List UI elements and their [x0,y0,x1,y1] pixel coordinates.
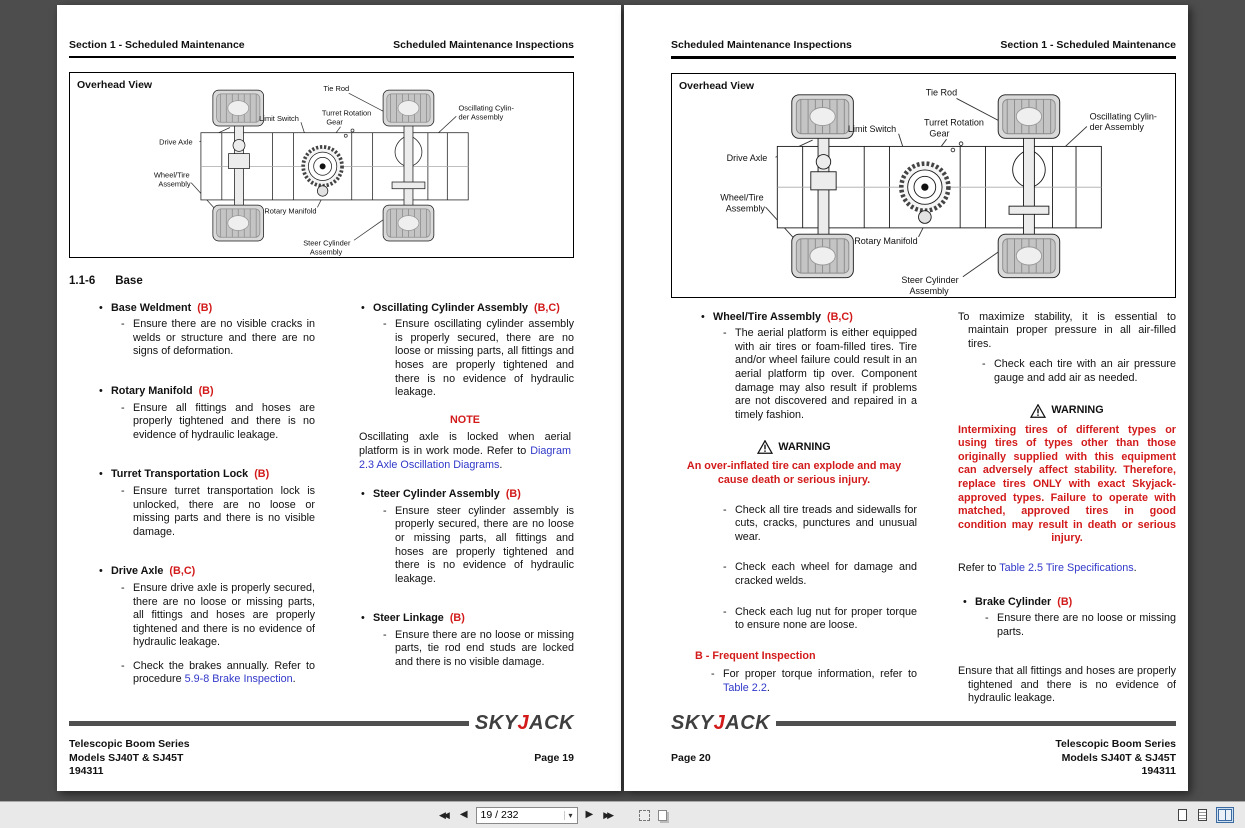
check-item: - Check each wheel for damage and cracked welds. [723,561,917,588]
item-title: Wheel/Tire Assembly [713,310,822,323]
continuous-view-icon [1198,809,1207,821]
inspection-item [359,612,574,669]
paragraph: Refer to Table 2.5 Tire Specifications. [958,561,1137,574]
svg-text:Assembly: Assembly [158,179,191,189]
svg-text:Rotary Manifold: Rotary Manifold [264,206,317,216]
svg-text:Assembly: Assembly [909,285,949,296]
svg-text:Assembly: Assembly [725,203,765,214]
svg-text:Drive Axle: Drive Axle [159,138,193,148]
single-page-view-button[interactable] [1177,808,1188,822]
paragraph: Ensure that all fittings and hoses are properly tightened and there is no evidence of hydraulic leakage. [958,665,1176,705]
note-body: Oscillating axle is locked when aerial platform is in work mode. Refer to Diagram 2.3 Axle Oscillation Diagrams. [359,431,571,471]
svg-text:Tie Rod: Tie Rod [323,84,350,94]
inspection-item [97,302,315,359]
skyjack-logo: SKYJACK [474,712,574,735]
last-page-button[interactable]: ▶▶ [601,811,616,820]
warning-icon [757,440,773,454]
header-rule [69,56,574,58]
warning-body: An over-inflated tire can explode and may cause death or serious injury. [686,460,902,486]
svg-text:der Assembly: der Assembly [1089,122,1144,133]
page-footer [69,713,574,779]
next-page-button[interactable]: ▶ [585,809,594,820]
page-navigation [437,802,670,828]
item-detail: - Check the brakes annually. Refer to procedure 5.9-8 Brake Inspection. [133,659,315,686]
svg-text:Gear: Gear [326,117,343,127]
footer-rule [69,721,469,726]
header-left: Scheduled Maintenance Inspections [671,39,852,51]
item-code: (B) [198,384,214,397]
svg-text:Turret Rotation: Turret Rotation [923,117,984,128]
warning-heading: WARNING [778,440,831,453]
overhead-view-diagram [671,73,1176,298]
inspection-item [97,468,315,539]
document-info: Telescopic Boom Series Models SJ40T & SJ45T 194311 [69,738,190,778]
page-number-label: Page 20 [671,751,711,764]
machine-overhead-schematic [70,73,573,257]
section-heading: 1.1-6 Base [69,275,143,288]
warning-heading: WARNING [1051,403,1104,416]
item-title: Steer Cylinder Assembly [373,488,500,501]
header-right: Scheduled Maintenance Inspections [393,39,574,51]
frequent-inspection-heading: B - Frequent Inspection [695,649,816,662]
item-detail: - Ensure steer cylinder assembly is properly secured, there are no loose or missing parts, all fittings and hoses are properly tightened and there is no evidence of hydraulic leakage. [395,504,574,585]
pdf-toolbar [0,801,1245,828]
facing-pages-view-button[interactable] [1217,808,1233,822]
view-mode-buttons [1177,802,1233,828]
item-title: Rotary Manifold [111,384,193,397]
snapshot-icon [639,810,650,821]
svg-text:Drive Axle: Drive Axle [726,152,768,163]
item-detail: - Ensure drive axle is properly secured, there are no loose or missing parts, all fittings and hoses are properly tightened and there is no evidence of hydraulic leakage. [133,581,315,649]
snapshot-tool-button[interactable] [638,809,651,822]
svg-text:Wheel/Tire: Wheel/Tire [720,192,764,203]
warning-icon [1030,404,1046,418]
svg-text:Oscillating Cylin-: Oscillating Cylin- [458,103,515,113]
skyjack-logo: SKYJACK [671,712,771,735]
item-detail: - Ensure there are no loose or missing parts. [997,612,1176,638]
item-detail: - Ensure there are no visible cracks in welds or structure and there are no signs of deformation. [133,318,315,358]
inspection-item [359,302,574,400]
facing-pages-icon [1218,809,1232,821]
diagram-title: Overhead View [77,79,153,92]
svg-text:Steer Cylinder: Steer Cylinder [303,238,351,248]
page-number-label: Page 19 [534,751,574,764]
check-item: - For proper torque information, refer to Table 2.2. [711,668,917,695]
item-detail: - The aerial platform is either equipped with air tires or foam-filled tires. Tire and/or wheel failure could result in an aerial platform tip over. Component damage may also result if problems are not discovered and repaired in a timely fashion. [735,327,917,421]
check-item: - Check each lug nut for proper torque to ensure none are loose. [723,606,917,633]
inspection-item [699,311,917,423]
document-page-19 [57,5,621,791]
diagram-title: Overhead View [679,79,755,92]
svg-text:Gear: Gear [929,128,950,139]
inspection-item [97,385,315,442]
item-title: Drive Axle [111,565,164,578]
svg-text:der Assembly: der Assembly [458,112,504,122]
item-title: Oscillating Cylinder Assembly [373,301,529,314]
svg-text:Limit Switch: Limit Switch [259,114,299,124]
cross-reference-link[interactable]: Table 2.2 [723,681,767,694]
item-detail: - Ensure all fittings and hoses are properly tightened and there is no evidence of hydraulic leakage. [133,401,315,441]
svg-text:Rotary Manifold: Rotary Manifold [854,236,918,247]
left-column [671,311,917,713]
header-left: Section 1 - Scheduled Maintenance [69,39,245,51]
item-detail: - Ensure there are no loose or missing parts, tie rod end studs are locked and there is no visible damage. [395,628,574,669]
single-page-icon [1178,809,1187,821]
machine-overhead-schematic [672,74,1175,297]
item-title: Turret Transportation Lock [111,468,249,481]
document-info: Telescopic Boom Series Models SJ40T & SJ45T 194311 [1055,738,1176,778]
header-rule [671,56,1176,59]
check-item: - Check all tire treads and sidewalls for cuts, cracks, punctures and unusual wear. [723,504,917,545]
page-number-value: 19 / 232 [480,809,519,821]
warning-block [671,440,917,487]
note-heading: NOTE [450,413,480,426]
item-code: (B) [449,612,465,625]
svg-text:Limit Switch: Limit Switch [847,123,897,134]
svg-text:Oscillating Cylin-: Oscillating Cylin- [1089,111,1157,122]
two-column-body [671,311,1176,713]
item-code: (B,C) [534,301,560,314]
item-code: (B) [197,301,213,314]
header-right: Section 1 - Scheduled Maintenance [1000,39,1176,51]
page-footer [671,713,1176,779]
document-page-20 [624,5,1188,791]
warning-block [958,404,1176,546]
right-column [356,302,574,713]
prev-page-button[interactable]: ◀ [459,809,468,820]
svg-text:Assembly: Assembly [309,247,343,257]
item-detail: - Ensure oscillating cylinder assembly is properly secured, there are no loose or missing parts, all fittings and hoses are properly tightened and there is no evidence of hydraulic leakage. [395,318,574,399]
two-column-body [69,302,574,713]
note-block [356,414,574,472]
item-code: (B) [1057,595,1073,608]
left-column [69,302,315,713]
item-title: Steer Linkage [373,612,444,625]
page-header [69,39,574,52]
item-detail: - Ensure turret transportation lock is unlocked, there are no loose or missing parts and there is no visible damage. [133,484,315,538]
check-item: - Check each tire with an air pressure gauge and add air as needed. [982,358,1176,385]
page-header [671,39,1176,52]
svg-text:Wheel/Tire: Wheel/Tire [153,170,190,180]
svg-text:Steer Cylinder: Steer Cylinder [901,275,959,286]
right-column [958,311,1176,713]
item-code: (B,C) [827,310,853,323]
warning-body: Intermixing tires of different types or using tires of types other than those originally supplied with this equipment can adversely affect stability. Therefore, replace tires ONLY with exact Skyjack-approved types. Failure to operate with matched, approved tires in good condition may result in death or serious injury. [958,423,1176,545]
item-code: (B) [254,468,270,481]
select-tool-button[interactable] [657,809,670,822]
item-title: Base Weldment [111,301,192,314]
inspection-item [359,488,574,586]
first-page-button[interactable]: ◀◀ [437,811,452,820]
page-dropdown-caret[interactable]: ▾ [564,811,573,820]
inspection-item [97,565,315,687]
svg-text:Turret Rotation: Turret Rotation [321,109,372,119]
select-icon [658,810,667,821]
continuous-view-button[interactable] [1197,808,1208,822]
overhead-view-diagram [69,72,574,258]
item-code: (B,C) [169,565,196,578]
footer-rule [776,721,1176,726]
page-number-input[interactable] [476,807,578,824]
document-spread [57,5,1188,791]
item-title: Brake Cylinder [975,595,1052,608]
inspection-item [961,596,1176,640]
cross-reference-link[interactable]: 5.9-8 Brake Inspection [184,673,293,686]
svg-text:Tie Rod: Tie Rod [925,87,958,98]
paragraph: To maximize stability, it is essential to maintain proper pressure in all air-filled tires. [958,310,1176,350]
cross-reference-link[interactable]: Diagram 2.3 Axle Oscillation Diagrams [359,444,571,471]
cross-reference-link[interactable]: Table 2.5 Tire Specifications [999,561,1134,574]
item-code: (B) [505,488,521,501]
